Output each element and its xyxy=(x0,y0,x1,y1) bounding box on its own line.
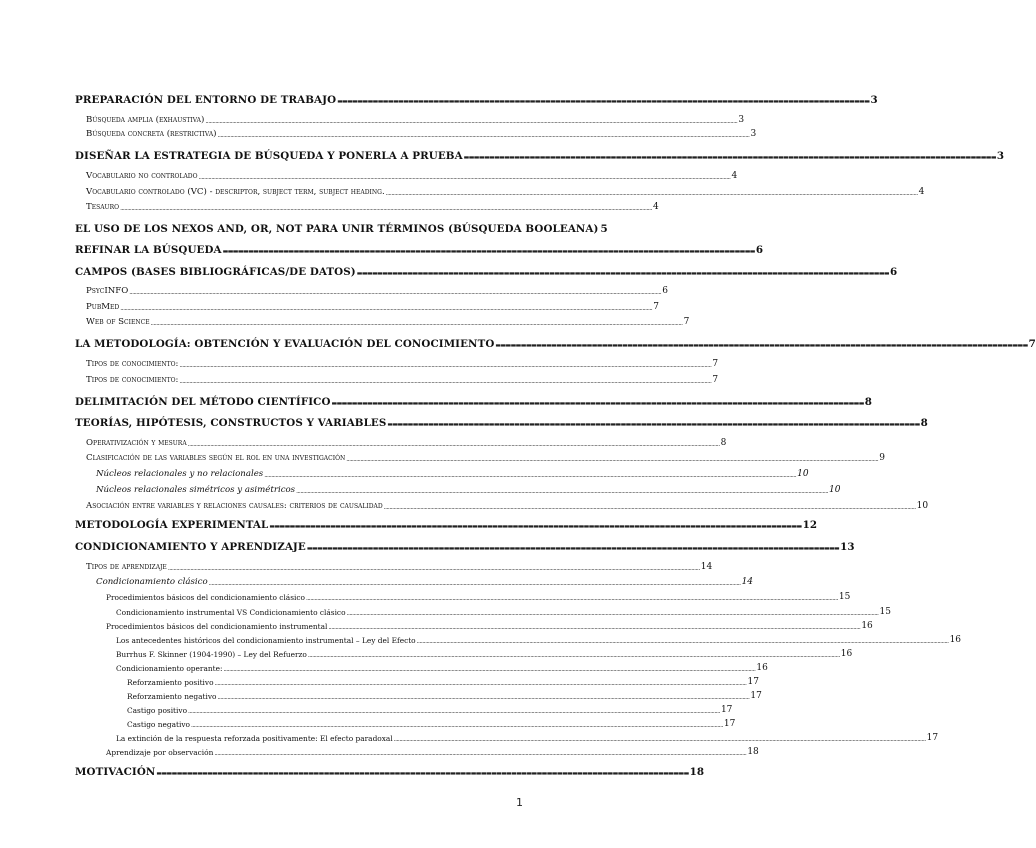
toc-entry-label: TEORÍAS, HIPÓTESIS, CONSTRUCTOS Y VARIABLES xyxy=(75,417,387,429)
toc-entry-page: 7 xyxy=(712,375,719,385)
toc-leader xyxy=(214,750,746,757)
toc-entry[interactable] xyxy=(75,94,878,106)
toc-leader xyxy=(264,472,796,479)
toc-entry[interactable] xyxy=(127,705,733,715)
toc-entry-page: 7 xyxy=(712,359,719,369)
toc-entry-page: 7 xyxy=(683,317,690,327)
toc-entry-page: 17 xyxy=(720,705,733,715)
toc-entry[interactable] xyxy=(116,607,891,617)
toc-entry-label: Web of Science xyxy=(86,317,150,327)
toc-entry[interactable] xyxy=(127,677,759,687)
toc-entry[interactable] xyxy=(75,766,705,778)
toc-entry-label: EL USO DE LOS NEXOS AND, OR, NOT PARA UNIR TÉRMINOS (BÚSQUEDA BOOLEANA) xyxy=(75,223,599,235)
toc-entry[interactable] xyxy=(86,501,929,511)
toc-entry-page: 8 xyxy=(864,396,873,408)
toc-entry-page: 17 xyxy=(723,719,736,729)
toc-entry-page: 3 xyxy=(738,115,745,125)
toc-entry-page: 7 xyxy=(653,302,659,312)
toc-entry-label: REFINAR LA BÚSQUEDA xyxy=(75,244,222,256)
toc-entry[interactable] xyxy=(106,747,759,757)
toc-entry-page: 5 xyxy=(600,223,608,235)
toc-entry-label: Castigo negativo xyxy=(127,720,190,729)
toc-entry[interactable] xyxy=(75,150,1005,162)
toc-leader xyxy=(223,245,755,256)
toc-entry-page: 16 xyxy=(861,621,873,631)
toc-entry-label: PubMed xyxy=(86,302,120,312)
toc-leader xyxy=(357,267,889,278)
toc-entry[interactable] xyxy=(116,635,962,645)
toc-entry-page: 15 xyxy=(879,607,891,617)
toc-leader xyxy=(332,397,864,408)
toc-entry-label: Aprendizaje por observación xyxy=(106,748,214,757)
toc-entry[interactable] xyxy=(75,338,1036,350)
toc-entry[interactable] xyxy=(86,562,713,572)
toc-entry[interactable] xyxy=(86,359,719,369)
toc-entry-label: Operativización y mesura xyxy=(86,438,187,448)
toc-entry-label: CONDICIONAMIENTO Y APRENDIZAJE xyxy=(75,541,306,553)
toc-leader xyxy=(209,580,741,587)
toc-entry-label: Asociación entre variables y relaciones causales: criterios de causalidad xyxy=(86,501,383,511)
page-number: 1 xyxy=(516,796,523,809)
toc-leader xyxy=(120,305,652,312)
toc-entry-page: 14 xyxy=(700,562,713,572)
toc-entry-label: La extinción de la respuesta reforzada positivamente: El efecto paradoxal xyxy=(116,734,393,743)
toc-entry[interactable] xyxy=(96,469,809,479)
toc-leader xyxy=(215,680,747,687)
toc-leader xyxy=(347,610,879,617)
toc-entry-page: 10 xyxy=(797,469,809,479)
toc-leader xyxy=(495,339,1027,350)
toc-entry-label: Vocabulario no controlado xyxy=(86,171,198,181)
toc-entry[interactable] xyxy=(116,663,768,673)
toc-leader xyxy=(151,320,683,327)
toc-leader xyxy=(417,638,949,645)
toc-leader xyxy=(346,456,878,463)
toc-entry[interactable] xyxy=(86,171,738,181)
toc-entry-page: 6 xyxy=(662,286,668,296)
toc-entry-label: Tipos de conocimiento: xyxy=(86,359,179,369)
toc-entry[interactable] xyxy=(127,719,736,729)
toc-entry[interactable] xyxy=(86,438,727,448)
toc-leader xyxy=(307,542,839,553)
toc-entry[interactable] xyxy=(86,375,719,385)
toc-entry-label: Burrhus F. Skinner (1904-1990) – Ley del Refuerzo xyxy=(116,650,307,659)
toc-leader xyxy=(464,151,996,162)
toc-entry[interactable] xyxy=(86,129,757,139)
toc-entry-page: 3 xyxy=(996,150,1005,162)
toc-entry-page: 9 xyxy=(879,453,885,463)
toc-entry-page: 17 xyxy=(926,733,939,743)
toc-leader xyxy=(394,736,926,743)
toc-entry-label: MOTIVACIÓN xyxy=(75,766,156,778)
toc-entry-page: 6 xyxy=(890,266,898,278)
toc-entry[interactable] xyxy=(86,317,690,327)
toc-entry-label: Los antecedentes históricos del condicionamiento instrumental – Ley del Efecto xyxy=(116,636,416,645)
toc-entry-label: CAMPOS (BASES BIBLIOGRÁFICAS/DE DATOS) xyxy=(75,266,356,278)
toc-entry[interactable] xyxy=(75,396,873,408)
toc-entry-label: METODOLOGÍA EXPERIMENTAL xyxy=(75,519,269,531)
toc-entry-label: PREPARACIÓN DEL ENTORNO DE TRABAJO xyxy=(75,94,337,106)
toc-entry-label: DISEÑAR LA ESTRATEGIA DE BÚSQUEDA Y PONERLA A PRUEBA xyxy=(75,150,463,162)
toc-leader xyxy=(337,95,869,106)
toc-entry[interactable] xyxy=(86,302,659,312)
toc-entry-page: 8 xyxy=(920,417,928,429)
toc-entry[interactable] xyxy=(86,286,668,296)
toc-entry-label: Reforzamiento positivo xyxy=(127,678,214,687)
toc-entry-page: 16 xyxy=(949,635,962,645)
toc-entry-page: 12 xyxy=(802,519,818,531)
toc-entry-label: Tipos de conocimiento: xyxy=(86,375,179,385)
toc-entry-label: Búsqueda amplia (exhaustiva) xyxy=(86,115,205,125)
toc-entry-page: 3 xyxy=(870,94,878,106)
toc-entry-label: Tipos de aprendizaje xyxy=(86,562,167,572)
toc-leader xyxy=(205,118,737,125)
toc-entry[interactable] xyxy=(106,621,873,631)
toc-entry[interactable] xyxy=(116,733,939,743)
toc-entry[interactable] xyxy=(127,691,762,701)
toc-entry-label: Vocabulario controlado (VC) - descriptor, subject term, subject heading. xyxy=(86,187,385,197)
toc-entry[interactable] xyxy=(75,244,764,256)
toc-leader xyxy=(188,441,720,448)
toc-entry-label: Reforzamiento negativo xyxy=(127,692,217,701)
toc-entry-page: 17 xyxy=(747,677,759,687)
toc-leader xyxy=(188,708,720,715)
toc-entry-label: DELIMITACIÓN DEL MÉTODO CIENTÍFICO xyxy=(75,396,331,408)
toc-entry-page: 10 xyxy=(829,485,841,495)
toc-leader xyxy=(269,520,801,531)
toc-entry-page: 18 xyxy=(689,766,705,778)
toc-entry[interactable] xyxy=(106,592,851,602)
toc-entry[interactable] xyxy=(75,541,855,553)
toc-entry[interactable] xyxy=(75,519,818,531)
toc-entry[interactable] xyxy=(86,187,925,197)
toc-entry[interactable] xyxy=(75,417,928,429)
toc-leader xyxy=(328,624,860,631)
toc-leader xyxy=(156,767,688,778)
toc-entry[interactable] xyxy=(75,266,898,278)
toc-entry-label: Castigo positivo xyxy=(127,706,188,715)
toc-leader xyxy=(120,205,652,212)
toc-leader xyxy=(179,378,711,385)
toc-leader xyxy=(386,190,918,197)
toc-entry-page: 4 xyxy=(731,171,738,181)
toc-leader xyxy=(168,565,700,572)
toc-leader xyxy=(199,174,731,181)
toc-entry-page: 14 xyxy=(741,577,754,587)
toc-entry-page: 4 xyxy=(918,187,925,197)
toc-entry[interactable] xyxy=(116,649,853,659)
toc-entry-page: 17 xyxy=(750,691,762,701)
toc-leader xyxy=(384,504,916,511)
toc-leader xyxy=(191,722,723,729)
toc-entry-page: 16 xyxy=(840,649,853,659)
toc-leader xyxy=(179,362,711,369)
toc-entry-label: Condicionamiento operante: xyxy=(116,664,223,673)
toc-entry-page: 7 xyxy=(1028,338,1036,350)
toc-entry-label: Condicionamiento clásico xyxy=(96,577,208,587)
toc-entry-label: Núcleos relacionales simétricos y asimétricos xyxy=(96,485,296,495)
toc-entry-label: LA METODOLOGÍA: OBTENCIÓN Y EVALUACIÓN DEL CONOCIMIENTO xyxy=(75,338,495,350)
toc-leader xyxy=(129,289,661,296)
toc-entry-page: 8 xyxy=(720,438,727,448)
toc-entry-label: PsycINFO xyxy=(86,286,129,296)
toc-entry-page: 18 xyxy=(747,747,759,757)
toc-entry-label: Procedimientos básicos del condicionamiento clásico xyxy=(106,593,305,602)
toc-entry-label: Condicionamiento instrumental VS Condicionamiento clásico xyxy=(116,608,346,617)
toc-entry-page: 6 xyxy=(755,244,764,256)
toc-entry-label: Núcleos relacionales y no relacionales xyxy=(96,469,264,479)
toc-leader xyxy=(308,652,840,659)
toc-entry-page: 4 xyxy=(653,202,659,212)
toc-leader xyxy=(218,132,750,139)
toc-leader xyxy=(306,595,838,602)
toc-leader xyxy=(296,488,828,495)
toc-leader xyxy=(217,694,749,701)
toc-entry-page: 3 xyxy=(750,129,757,139)
toc-entry-label: Clasificación de las variables según el rol en una investigación xyxy=(86,453,346,463)
toc-entry[interactable] xyxy=(86,202,659,212)
toc-entry[interactable] xyxy=(75,223,608,235)
toc-leader xyxy=(223,666,755,673)
toc-entry[interactable] xyxy=(86,115,745,125)
toc-entry-page: 10 xyxy=(916,501,929,511)
toc-entry-page: 16 xyxy=(756,663,768,673)
toc-leader xyxy=(387,418,919,429)
toc-entry[interactable] xyxy=(96,485,841,495)
toc-entry-page: 13 xyxy=(840,541,855,553)
toc-entry[interactable] xyxy=(96,577,754,587)
toc-entry[interactable] xyxy=(86,453,885,463)
toc-entry-page: 15 xyxy=(838,592,851,602)
toc-entry-label: Búsqueda concreta (restrictiva) xyxy=(86,129,217,139)
toc-entry-label: Tesauro xyxy=(86,202,120,212)
toc-entry-label: Procedimientos básicos del condicionamiento instrumental xyxy=(106,622,328,631)
